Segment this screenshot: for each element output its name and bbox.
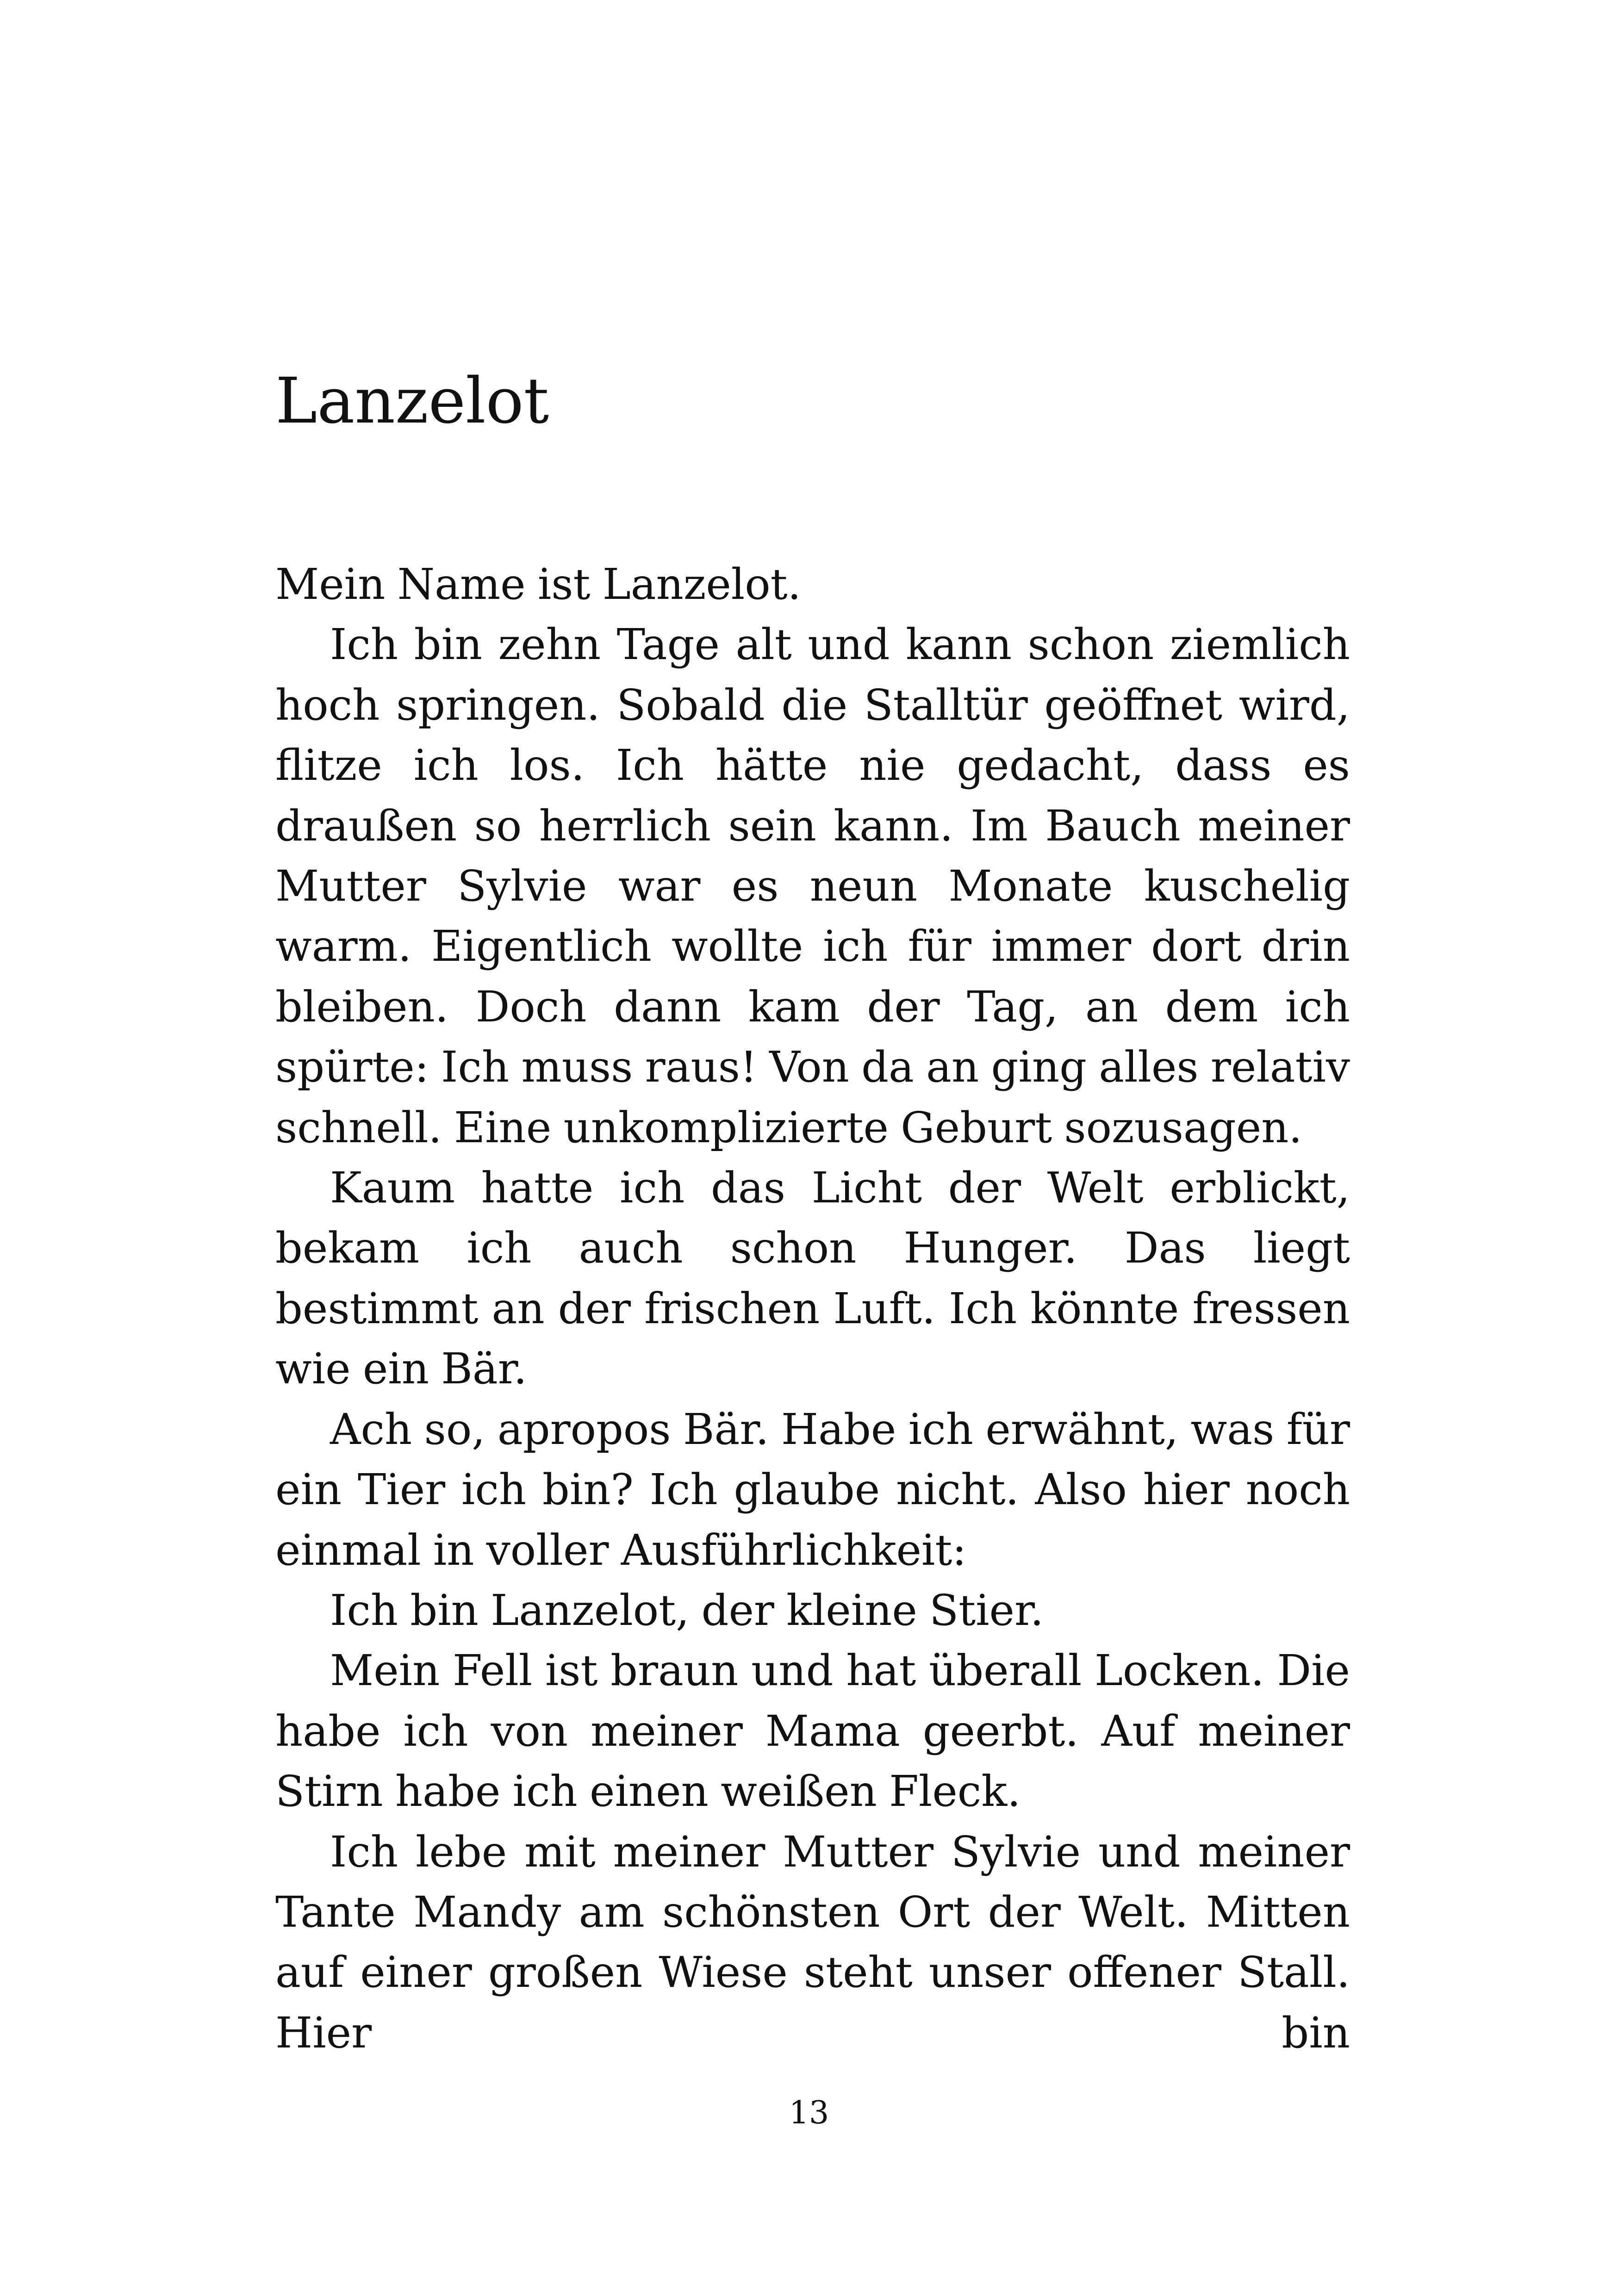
paragraph: Ich bin zehn Tage alt und kann schon ziemlich hoch springen. Sobald die Stalltür geöffnet wird, flitze ich los. Ich hätte nie gedacht, dass es draußen so herrlich sein kann. Im Bauch meiner Mutter Sylvie war es neun Monate kuschelig warm. Eigentlich wollte ich für immer dort drin bleiben. Doch dann kam der Tag, an dem ich spürte: Ich muss raus! Von da an ging alles relativ schnell. Eine unkomplizierte Geburt sozusagen.: [275, 620, 1350, 1152]
chapter-title: Lanzelot: [275, 365, 549, 438]
paragraph: Mein Name ist Lanzelot.: [275, 560, 801, 609]
paragraph: Kaum hatte ich das Licht der Welt erblickt, bekam ich auch schon Hunger. Das liegt bestimmt an der frischen Luft. Ich könnte fressen wie ein Bär.: [275, 1163, 1350, 1394]
paragraph: Ich bin Lanzelot, der kleine Stier.: [330, 1585, 1044, 1635]
paragraph: Ach so, apropos Bär. Habe ich erwähnt, was für ein Tier ich bin? Ich glaube nicht. Also hier noch einmal in voller Ausführlichkeit:: [275, 1404, 1350, 1575]
paragraph: Mein Fell ist braun und hat überall Locken. Die habe ich von meiner Mama geerbt. Auf meiner Stirn habe ich einen weißen Fleck.: [275, 1646, 1350, 1817]
chapter-body: [275, 554, 1350, 2063]
paragraph-continued: Ich lebe mit meiner Mutter Sylvie und meiner Tante Mandy am schönsten Ort der Welt. Mitten auf einer großen Wiese steht unser offener Stall. Hier bin: [275, 1827, 1350, 2058]
page-number: 13: [789, 2095, 829, 2131]
